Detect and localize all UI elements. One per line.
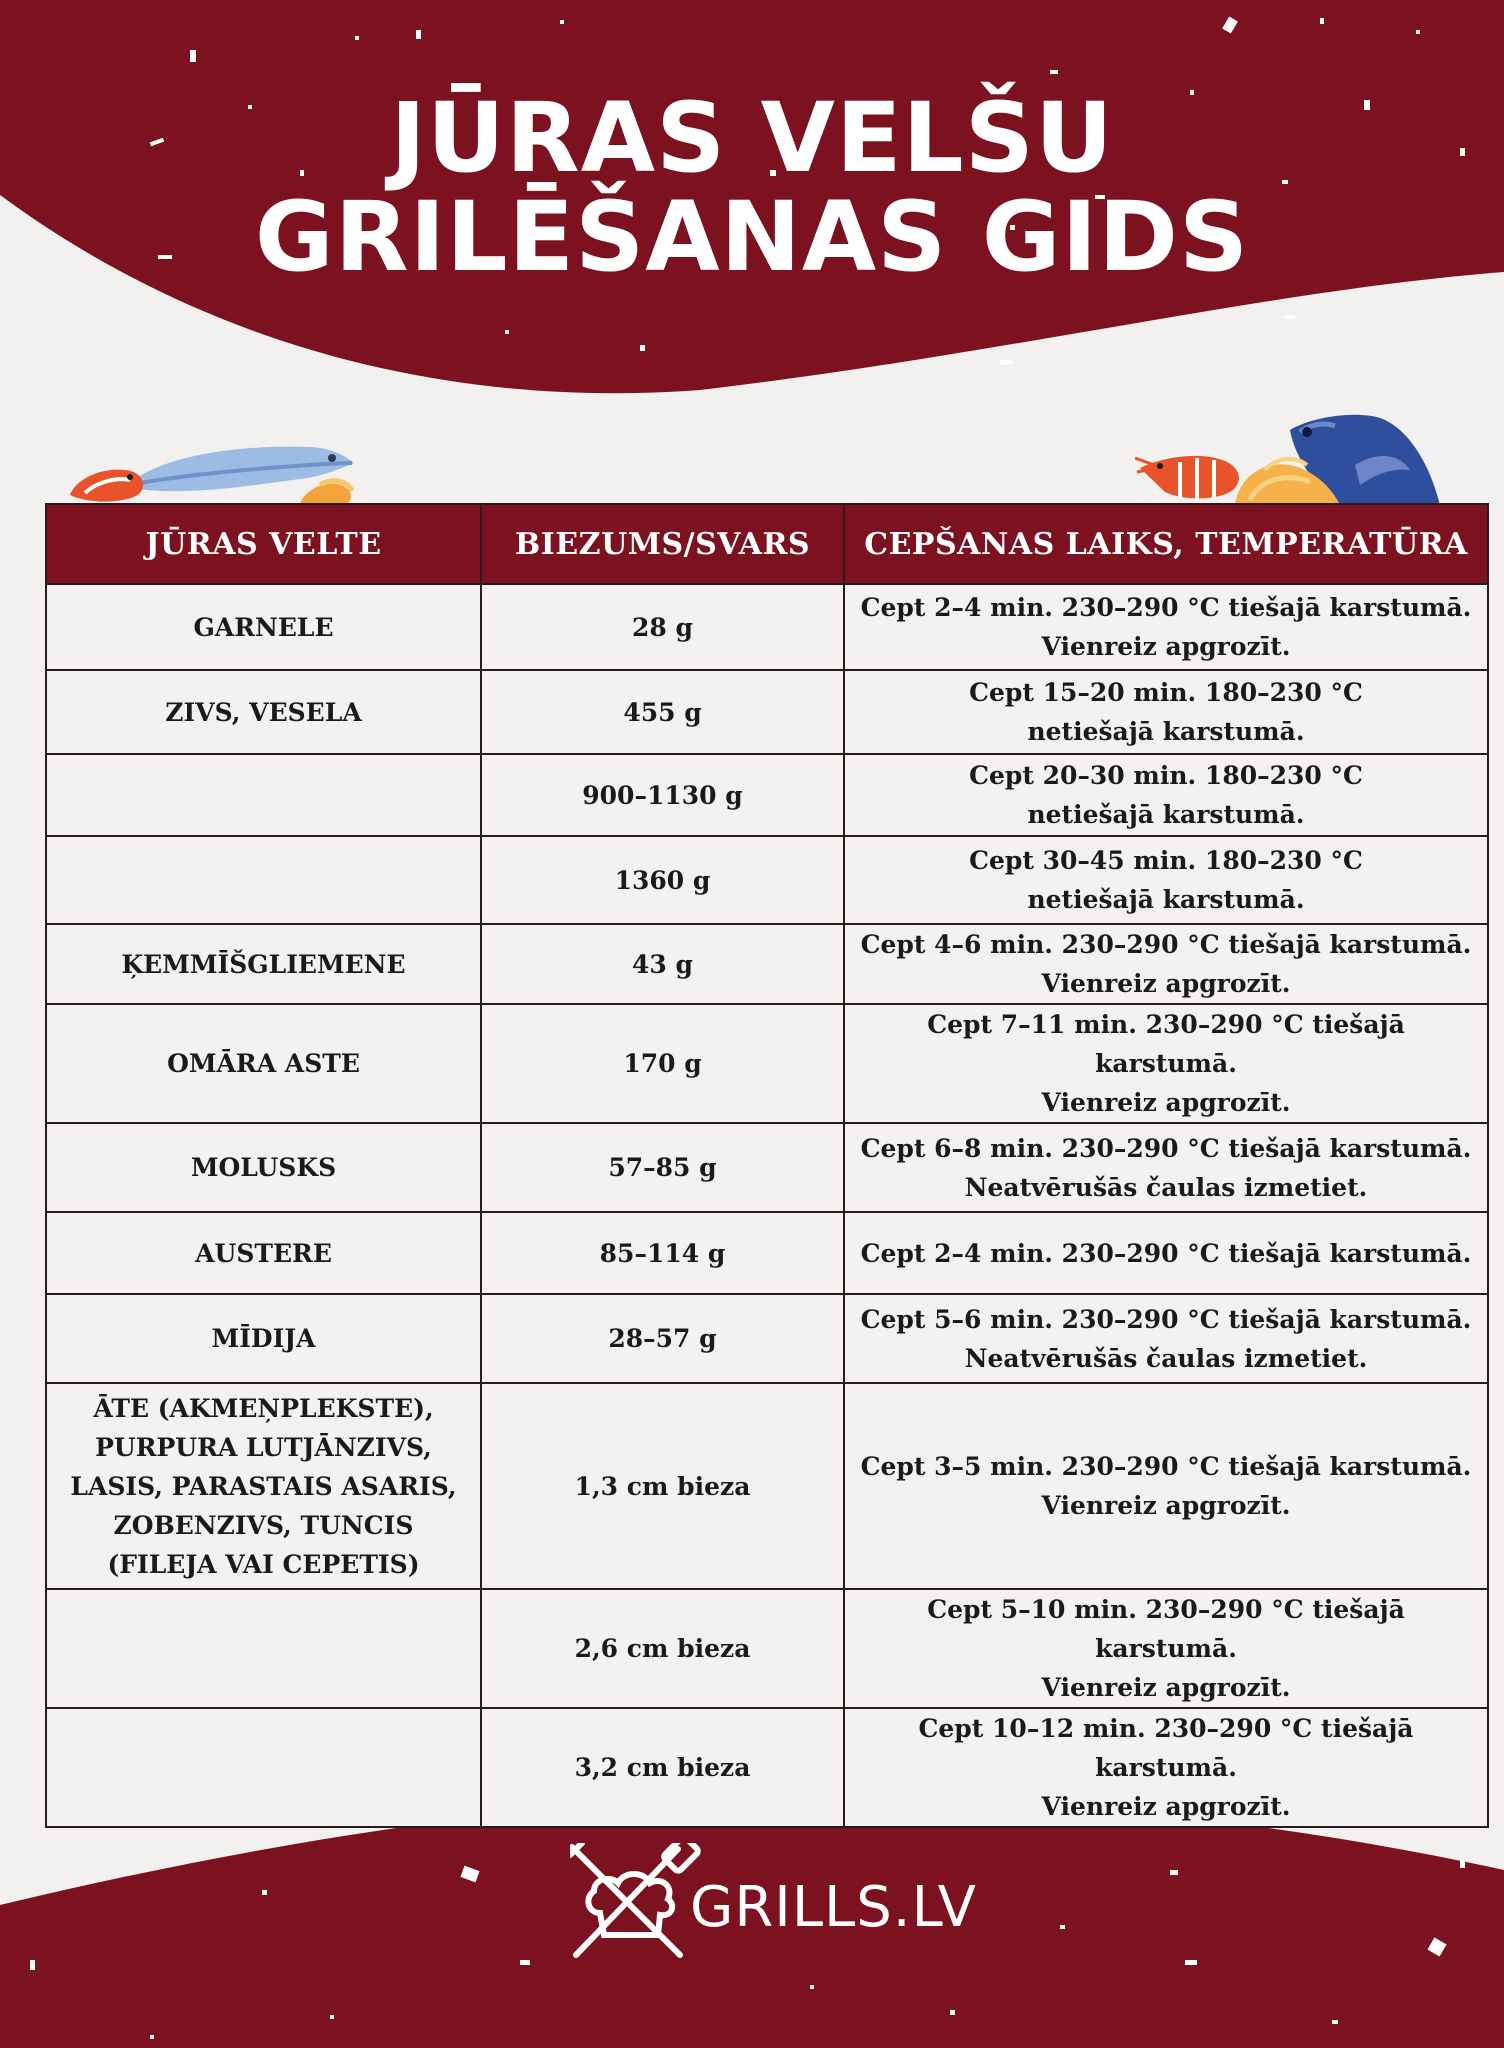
- column-header-seafood: JŪRAS VELTE: [46, 504, 481, 584]
- time-line-1: Cept 5–6 min. 230–290 °C tiešajā karstumā.: [860, 1304, 1472, 1334]
- table-row: [46, 1383, 1488, 1589]
- time-line-1: Cept 7–11 min. 230–290 °C tiešajā karstumā.: [927, 1010, 1405, 1078]
- table-header-row: [46, 504, 1488, 584]
- cell-time: [844, 584, 1488, 670]
- time-line-2: Neatvērušās čaulas izmetiet.: [964, 1172, 1368, 1202]
- time-line-2: Vienreiz apgrozīt.: [1041, 1673, 1291, 1702]
- cell-size: 2,6 cm bieza: [481, 1589, 844, 1708]
- table-row: [46, 1708, 1488, 1827]
- cell-time: [844, 1123, 1488, 1212]
- page-title-line-1: JŪRAS VELŠU: [390, 82, 1114, 194]
- cell-time: [844, 670, 1488, 754]
- cell-time: [844, 1004, 1488, 1123]
- cell-seafood: ĀTE (AKMEŅPLEKSTE), PURPURA LUTJĀNZIVS, LASIS, PARASTAIS ASARIS, ZOBENZIVS, TUNCIS (FILEJA VAI CEPETIS): [46, 1383, 481, 1589]
- cell-size: 28 g: [481, 584, 844, 670]
- column-header-time: CEPŠANAS LAIKS, TEMPERATŪRA: [844, 504, 1488, 584]
- cell-seafood: ĶEMMĪŠGLIEMENE: [46, 924, 481, 1004]
- cell-time: [844, 1708, 1488, 1827]
- table-row: [46, 1123, 1488, 1212]
- table-row: [46, 1589, 1488, 1708]
- table-row: [46, 1004, 1488, 1123]
- cell-seafood: [46, 1708, 481, 1827]
- cell-seafood: MOLUSKS: [46, 1123, 481, 1212]
- cell-time: [844, 754, 1488, 836]
- time-line-1: Cept 3–5 min. 230–290 °C tiešajā karstumā.: [860, 1452, 1472, 1481]
- cell-seafood: [46, 1589, 481, 1708]
- cell-seafood: AUSTERE: [46, 1212, 481, 1294]
- cell-seafood: [46, 754, 481, 836]
- time-line-2: netiešajā karstumā.: [1027, 717, 1305, 746]
- table-row: [46, 924, 1488, 1004]
- shrimp-fish-icon: [70, 425, 360, 510]
- brand-logo-text: GRILLS.LV: [690, 1875, 977, 1940]
- time-line-2: Vienreiz apgrozīt.: [1041, 1491, 1291, 1520]
- table-row: [46, 670, 1488, 754]
- time-line-2: netiešajā karstumā.: [1027, 800, 1305, 829]
- table-row: [46, 1294, 1488, 1383]
- time-line-1: Cept 10–12 min. 230–290 °C tiešajā karstumā.: [918, 1714, 1414, 1782]
- grilling-guide-table: [45, 503, 1489, 1828]
- time-line-1: Cept 30–45 min. 180–230 °C: [969, 846, 1363, 875]
- time-line-1: Cept 20–30 min. 180–230 °C: [969, 761, 1363, 790]
- time-line-1: Cept 15–20 min. 180–230 °C: [969, 678, 1363, 707]
- cell-seafood: OMĀRA ASTE: [46, 1004, 481, 1123]
- time-line-2: Vienreiz apgrozīt.: [1041, 632, 1291, 661]
- cell-time: [844, 1294, 1488, 1383]
- table-row: [46, 836, 1488, 924]
- cell-time: [844, 836, 1488, 924]
- cell-size: 28–57 g: [481, 1294, 844, 1383]
- time-line-2: Neatvērušās čaulas izmetiet.: [964, 1343, 1368, 1373]
- time-line-2: netiešajā karstumā.: [1027, 885, 1305, 914]
- cell-size: 43 g: [481, 924, 844, 1004]
- cell-time: Cept 2–4 min. 230–290 °C tiešajā karstumā.: [844, 1212, 1488, 1294]
- cell-time: [844, 1589, 1488, 1708]
- time-line-1: Cept 2–4 min. 230–290 °C tiešajā karstumā.: [860, 593, 1472, 622]
- cell-seafood: [46, 836, 481, 924]
- time-line-1: Cept 4–6 min. 230–290 °C tiešajā karstumā.: [860, 930, 1472, 959]
- cell-size: 85–114 g: [481, 1212, 844, 1294]
- cell-seafood: MĪDIJA: [46, 1294, 481, 1383]
- cell-seafood: GARNELE: [46, 584, 481, 670]
- cell-size: 3,2 cm bieza: [481, 1708, 844, 1827]
- time-line-2: Vienreiz apgrozīt.: [1041, 1088, 1291, 1117]
- column-header-size: BIEZUMS/SVARS: [481, 504, 844, 584]
- cell-size: 170 g: [481, 1004, 844, 1123]
- time-line-2: Vienreiz apgrozīt.: [1041, 969, 1291, 998]
- time-line-2: Vienreiz apgrozīt.: [1041, 1792, 1291, 1821]
- page-title-line-2: GRILĒŠANAS GIDS: [254, 181, 1250, 293]
- cell-size: 1,3 cm bieza: [481, 1383, 844, 1589]
- cell-size: 455 g: [481, 670, 844, 754]
- time-line-1: Cept 5–10 min. 230–290 °C tiešajā karstumā.: [927, 1595, 1405, 1663]
- cell-time: [844, 1383, 1488, 1589]
- shrimp-shell-fish-icon: [1135, 410, 1445, 510]
- cell-size: 57–85 g: [481, 1123, 844, 1212]
- cell-time: [844, 924, 1488, 1004]
- cell-size: 1360 g: [481, 836, 844, 924]
- cell-size: 900–1130 g: [481, 754, 844, 836]
- table-row: [46, 584, 1488, 670]
- cell-seafood: ZIVS, VESELA: [46, 670, 481, 754]
- table-row: [46, 754, 1488, 836]
- time-line-1: Cept 6–8 min. 230–290 °C tiešajā karstumā.: [860, 1133, 1472, 1163]
- table-row: [46, 1212, 1488, 1294]
